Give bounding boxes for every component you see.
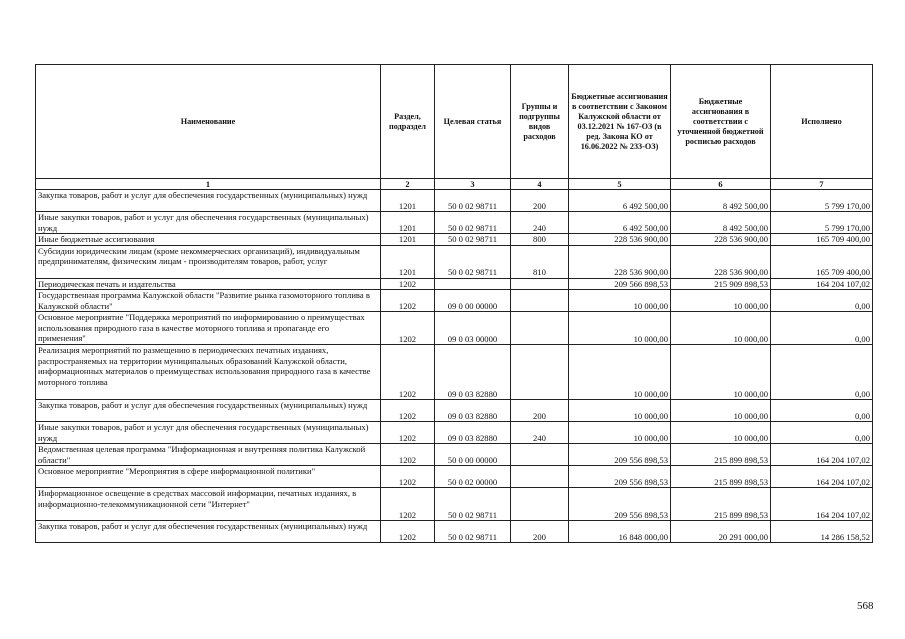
row-target-article: 09 0 00 00000 bbox=[435, 290, 511, 312]
row-target-article: 50 0 02 98711 bbox=[435, 245, 511, 278]
row-expense-group bbox=[511, 312, 569, 345]
row-law-allocation: 6 492 500,00 bbox=[569, 190, 671, 212]
row-name: Информационное освещение в средствах массовой информации, печатных изданиях, в информационно-телекоммуникационной сети "Интернет" bbox=[36, 488, 381, 521]
row-name: Основное мероприятие "Мероприятия в сфере информационной политики" bbox=[36, 466, 381, 488]
row-target-article: 09 0 03 82880 bbox=[435, 400, 511, 422]
row-name: Реализация мероприятий по размещению в периодических печатных изданиях, распространяемых на территории муниципальных образований Калужской области, информационных материалов о преимуществах использования природного газа в качестве моторного топлива bbox=[36, 345, 381, 400]
row-name: Государственная программа Калужской области "Развитие рынка газомоторного топлива в Калужской области" bbox=[36, 290, 381, 312]
row-refined-allocation: 10 000,00 bbox=[671, 312, 771, 345]
row-law-allocation: 10 000,00 bbox=[569, 400, 671, 422]
column-number-row bbox=[36, 179, 873, 190]
table-row bbox=[36, 422, 873, 444]
row-name: Закупка товаров, работ и услуг для обеспечения государственных (муниципальных) нужд bbox=[36, 190, 381, 212]
table-row bbox=[36, 190, 873, 212]
table-row bbox=[36, 488, 873, 521]
row-executed: 0,00 bbox=[771, 290, 873, 312]
row-target-article: 09 0 03 00000 bbox=[435, 312, 511, 345]
row-expense-group: 200 bbox=[511, 521, 569, 543]
row-law-allocation: 10 000,00 bbox=[569, 290, 671, 312]
row-refined-allocation: 20 291 000,00 bbox=[671, 521, 771, 543]
row-expense-group bbox=[511, 466, 569, 488]
row-section: 1201 bbox=[381, 190, 435, 212]
row-refined-allocation: 8 492 500,00 bbox=[671, 190, 771, 212]
row-law-allocation: 209 566 898,53 bbox=[569, 278, 671, 290]
row-refined-allocation: 215 909 898,53 bbox=[671, 278, 771, 290]
row-refined-allocation: 10 000,00 bbox=[671, 422, 771, 444]
table-row bbox=[36, 400, 873, 422]
row-name: Иные бюджетные ассигнования bbox=[36, 234, 381, 246]
row-target-article bbox=[435, 278, 511, 290]
page-number: 568 bbox=[857, 600, 874, 612]
row-section: 1202 bbox=[381, 312, 435, 345]
row-law-allocation: 10 000,00 bbox=[569, 345, 671, 400]
column-number: 5 bbox=[569, 179, 671, 190]
row-law-allocation: 16 848 000,00 bbox=[569, 521, 671, 543]
row-target-article: 50 0 02 00000 bbox=[435, 466, 511, 488]
table-row bbox=[36, 312, 873, 345]
row-law-allocation: 10 000,00 bbox=[569, 422, 671, 444]
table-row bbox=[36, 466, 873, 488]
row-executed: 0,00 bbox=[771, 400, 873, 422]
row-expense-group: 240 bbox=[511, 422, 569, 444]
header-target-article: Целевая статья bbox=[435, 65, 511, 179]
row-section: 1202 bbox=[381, 400, 435, 422]
row-refined-allocation: 215 899 898,53 bbox=[671, 488, 771, 521]
row-target-article: 50 0 02 98711 bbox=[435, 234, 511, 246]
row-section: 1202 bbox=[381, 345, 435, 400]
row-expense-group: 810 bbox=[511, 245, 569, 278]
row-executed: 164 204 107,02 bbox=[771, 466, 873, 488]
row-refined-allocation: 10 000,00 bbox=[671, 345, 771, 400]
header-name: Наименование bbox=[36, 65, 381, 179]
row-name: Основное мероприятие "Поддержка мероприятий по информированию о преимуществах использования природного газа в качестве моторного топлива и пропаганде его применения" bbox=[36, 312, 381, 345]
row-section: 1202 bbox=[381, 278, 435, 290]
row-executed: 14 286 158,52 bbox=[771, 521, 873, 543]
row-target-article: 09 0 03 82880 bbox=[435, 345, 511, 400]
row-executed: 5 799 170,00 bbox=[771, 212, 873, 234]
row-expense-group bbox=[511, 290, 569, 312]
header-refined-allocations: Бюджетные ассигнования в соответствии с уточненной бюджетной росписью расходов bbox=[671, 65, 771, 179]
row-target-article: 50 0 02 98711 bbox=[435, 488, 511, 521]
row-executed: 165 709 400,00 bbox=[771, 245, 873, 278]
row-target-article: 50 0 02 98711 bbox=[435, 521, 511, 543]
row-section: 1202 bbox=[381, 444, 435, 466]
row-refined-allocation: 228 536 900,00 bbox=[671, 245, 771, 278]
row-target-article: 50 0 02 98711 bbox=[435, 190, 511, 212]
header-row bbox=[36, 65, 873, 179]
row-section: 1201 bbox=[381, 245, 435, 278]
row-expense-group: 240 bbox=[511, 212, 569, 234]
row-law-allocation: 209 556 898,53 bbox=[569, 488, 671, 521]
row-expense-group bbox=[511, 345, 569, 400]
header-section: Раздел, подраздел bbox=[381, 65, 435, 179]
header-executed: Исполнено bbox=[771, 65, 873, 179]
table-row bbox=[36, 521, 873, 543]
budget-table bbox=[35, 64, 873, 543]
row-executed: 165 709 400,00 bbox=[771, 234, 873, 246]
row-refined-allocation: 10 000,00 bbox=[671, 400, 771, 422]
row-target-article: 50 0 00 00000 bbox=[435, 444, 511, 466]
row-executed: 5 799 170,00 bbox=[771, 190, 873, 212]
row-section: 1202 bbox=[381, 488, 435, 521]
row-name: Иные закупки товаров, работ и услуг для обеспечения государственных (муниципальных) нужд bbox=[36, 212, 381, 234]
column-number: 7 bbox=[771, 179, 873, 190]
row-refined-allocation: 10 000,00 bbox=[671, 290, 771, 312]
row-expense-group bbox=[511, 488, 569, 521]
row-section: 1202 bbox=[381, 521, 435, 543]
header-expense-group: Группы и подгруппы видов расходов bbox=[511, 65, 569, 179]
row-section: 1202 bbox=[381, 422, 435, 444]
row-section: 1201 bbox=[381, 212, 435, 234]
header-law-allocations: Бюджетные ассигнования в соответствии с Законом Калужской области от 03.12.2021 № 167-ОЗ (в ред. Закона КО от 16.06.2022 № 233-ОЗ) bbox=[569, 65, 671, 179]
row-executed: 164 204 107,02 bbox=[771, 488, 873, 521]
row-expense-group: 800 bbox=[511, 234, 569, 246]
table-row bbox=[36, 290, 873, 312]
column-number: 3 bbox=[435, 179, 511, 190]
row-law-allocation: 228 536 900,00 bbox=[569, 245, 671, 278]
table-row bbox=[36, 234, 873, 246]
table-row bbox=[36, 345, 873, 400]
row-target-article: 09 0 03 82880 bbox=[435, 422, 511, 444]
row-executed: 0,00 bbox=[771, 422, 873, 444]
table-row bbox=[36, 212, 873, 234]
column-number: 6 bbox=[671, 179, 771, 190]
column-number: 4 bbox=[511, 179, 569, 190]
row-executed: 0,00 bbox=[771, 312, 873, 345]
row-refined-allocation: 8 492 500,00 bbox=[671, 212, 771, 234]
row-refined-allocation: 228 536 900,00 bbox=[671, 234, 771, 246]
row-section: 1201 bbox=[381, 234, 435, 246]
row-executed: 164 204 107,02 bbox=[771, 278, 873, 290]
table-row bbox=[36, 444, 873, 466]
table-row bbox=[36, 245, 873, 278]
row-executed: 0,00 bbox=[771, 345, 873, 400]
row-expense-group bbox=[511, 278, 569, 290]
row-name: Субсидии юридическим лицам (кроме некоммерческих организаций), индивидуальным предпринимателям, физическим лицам - производителям товаров, работ, услуг bbox=[36, 245, 381, 278]
row-name: Закупка товаров, работ и услуг для обеспечения государственных (муниципальных) нужд bbox=[36, 521, 381, 543]
row-law-allocation: 228 536 900,00 bbox=[569, 234, 671, 246]
column-number: 1 bbox=[36, 179, 381, 190]
row-section: 1202 bbox=[381, 290, 435, 312]
row-law-allocation: 209 556 898,53 bbox=[569, 444, 671, 466]
row-target-article: 50 0 02 98711 bbox=[435, 212, 511, 234]
row-executed: 164 204 107,02 bbox=[771, 444, 873, 466]
row-law-allocation: 209 556 898,53 bbox=[569, 466, 671, 488]
row-expense-group: 200 bbox=[511, 190, 569, 212]
row-refined-allocation: 215 899 898,53 bbox=[671, 444, 771, 466]
row-expense-group bbox=[511, 444, 569, 466]
table-row bbox=[36, 278, 873, 290]
row-name: Ведомственная целевая программа "Информационная и внутренняя политика Калужской области" bbox=[36, 444, 381, 466]
row-law-allocation: 6 492 500,00 bbox=[569, 212, 671, 234]
row-expense-group: 200 bbox=[511, 400, 569, 422]
row-law-allocation: 10 000,00 bbox=[569, 312, 671, 345]
row-name: Иные закупки товаров, работ и услуг для обеспечения государственных (муниципальных) нужд bbox=[36, 422, 381, 444]
row-name: Закупка товаров, работ и услуг для обеспечения государственных (муниципальных) нужд bbox=[36, 400, 381, 422]
row-name: Периодическая печать и издательства bbox=[36, 278, 381, 290]
column-number: 2 bbox=[381, 179, 435, 190]
row-section: 1202 bbox=[381, 466, 435, 488]
row-refined-allocation: 215 899 898,53 bbox=[671, 466, 771, 488]
